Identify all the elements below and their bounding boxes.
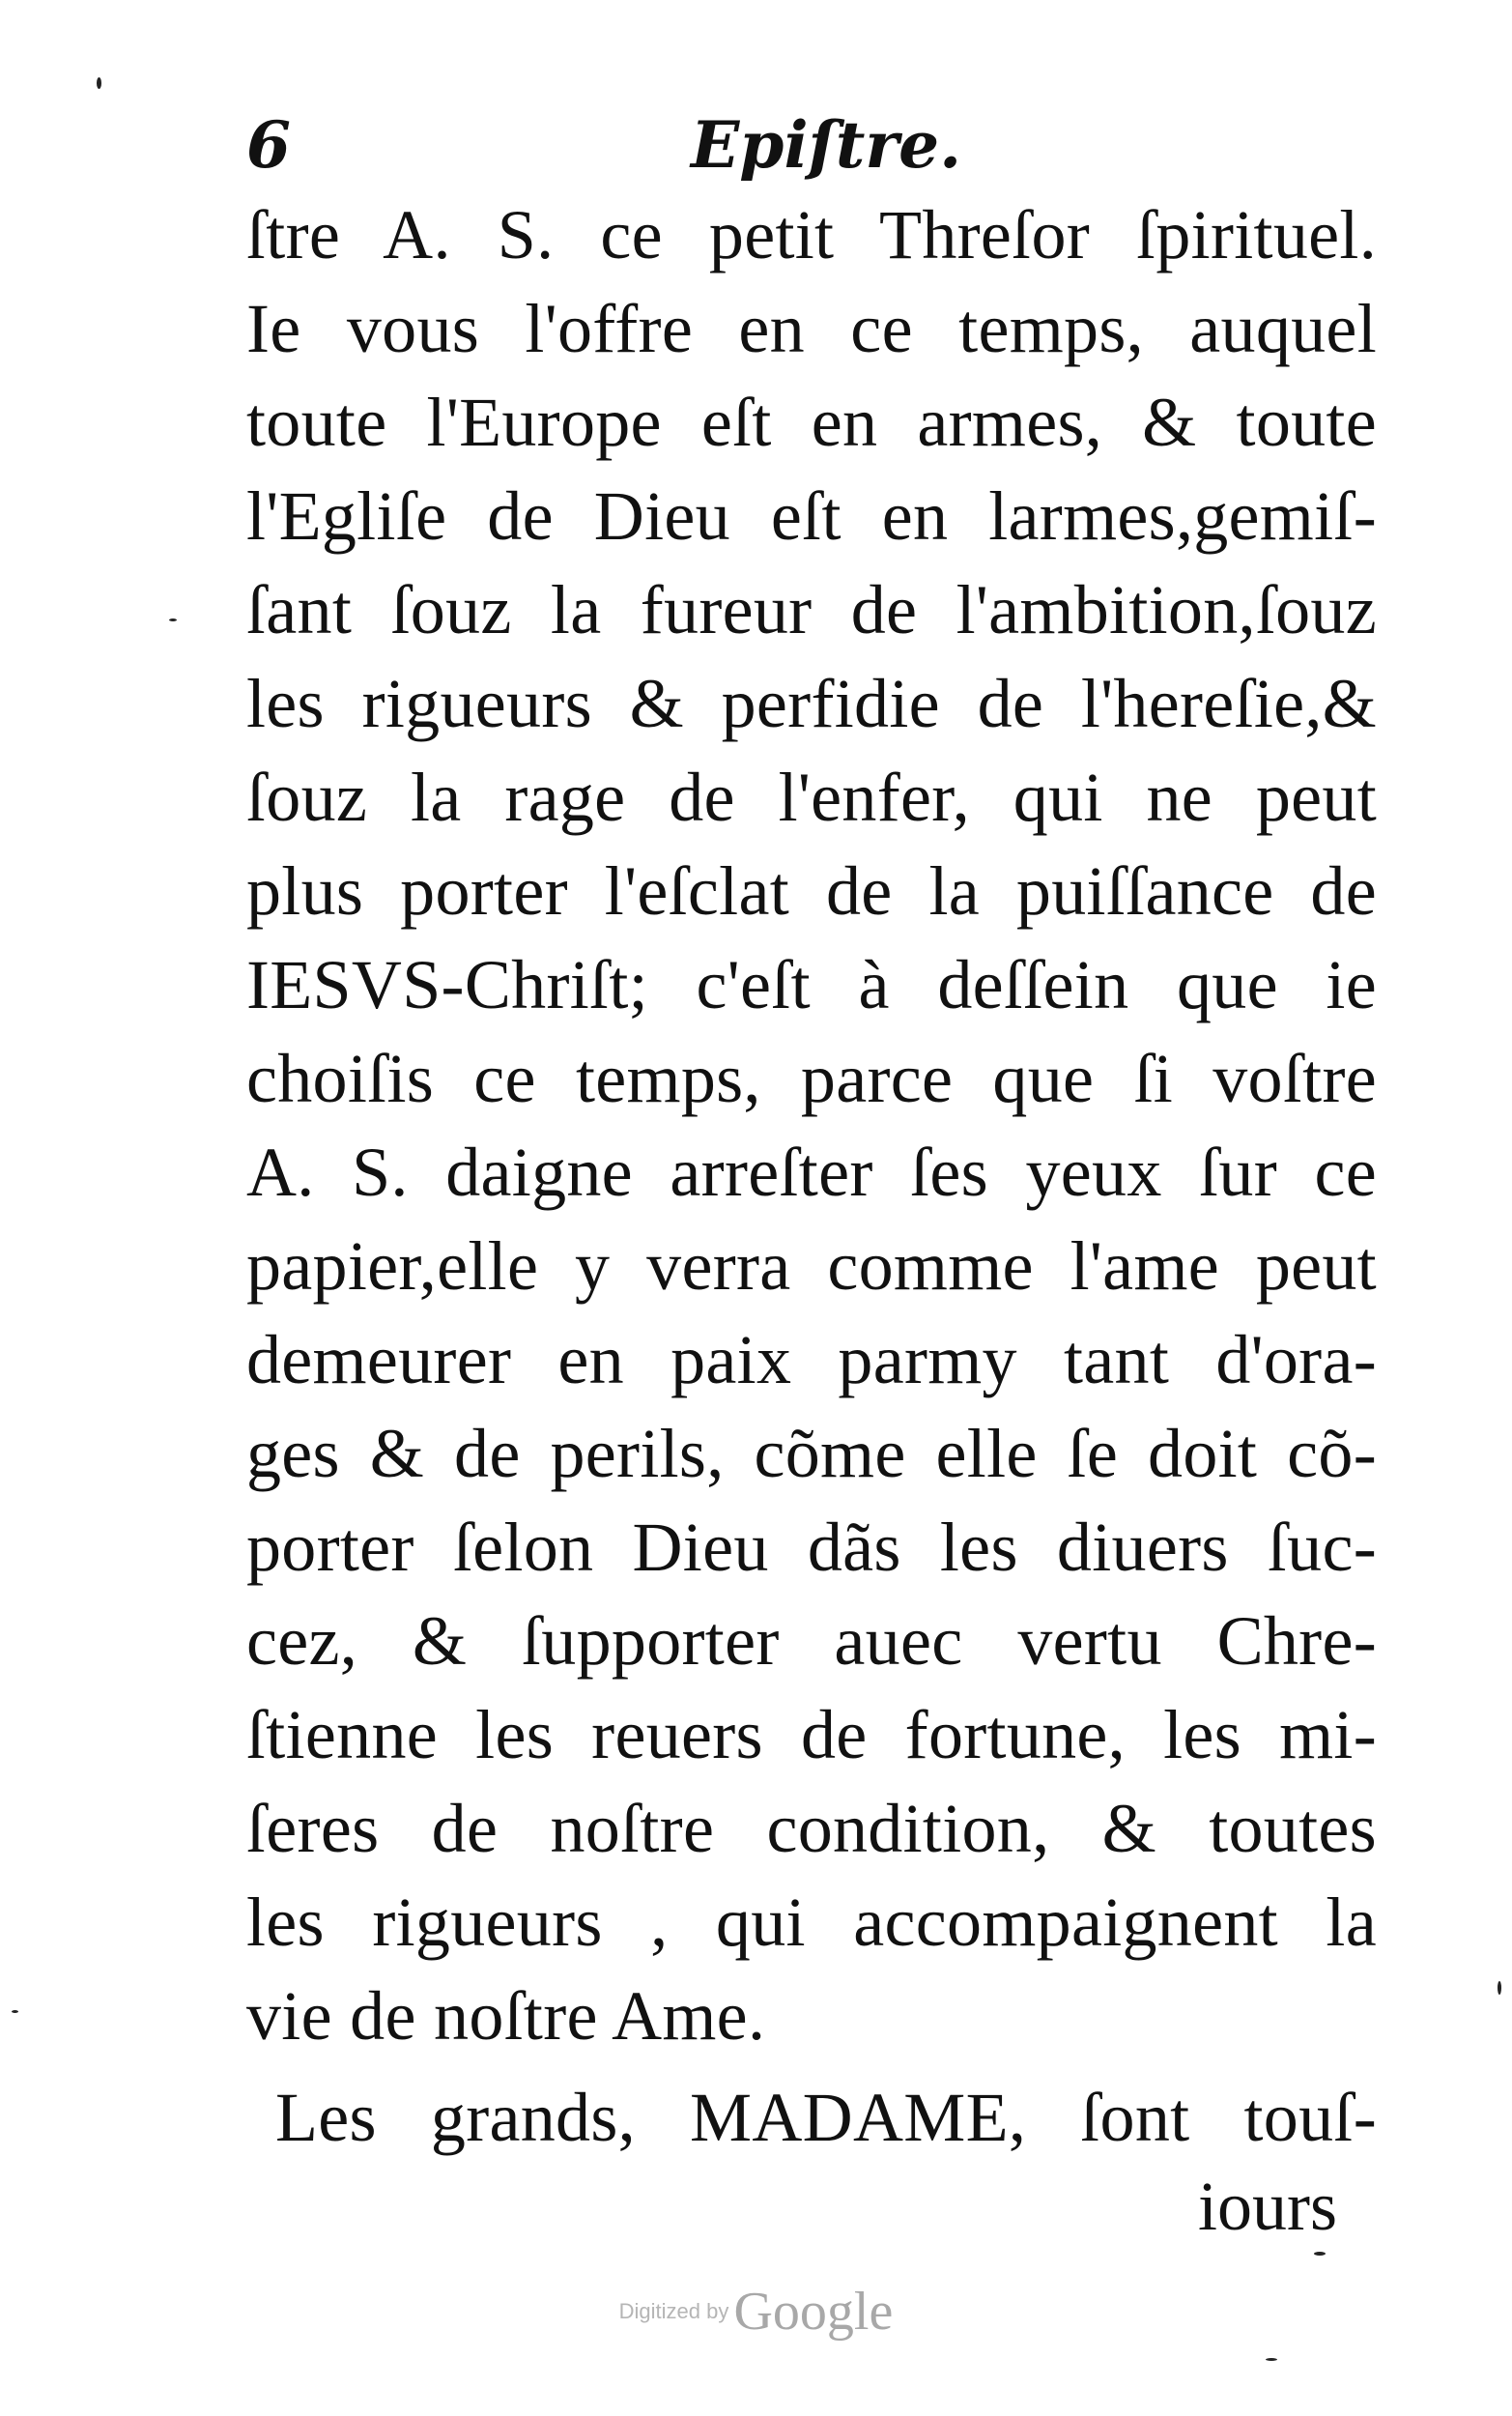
- scan-speck: [1266, 2358, 1277, 2361]
- text-line: A. S. daigne arreſter ſes yeux ſur ce: [246, 1134, 1377, 1211]
- catchword: iours: [1198, 2168, 1337, 2245]
- text-line: ſouz la rage de l'enfer, qui ne peut: [246, 759, 1377, 836]
- text-line: demeurer en paix parmy tant d'ora-: [246, 1321, 1377, 1398]
- text-line: Ie vous l'offre en ce temps, auquel: [246, 290, 1377, 367]
- watermark-prefix: Digitized by: [618, 2299, 729, 2323]
- page-header: [0, 101, 1512, 188]
- text-line: IESVS-Chriſt; c'eſt à deſſein que ie: [246, 946, 1377, 1023]
- text-line: toute l'Europe eſt en armes, & toute: [246, 384, 1377, 461]
- text-line: ſtre A. S. ce petit Threſor ſpirituel.: [246, 196, 1377, 273]
- text-line: porter ſelon Dieu dãs les diuers ſuc-: [246, 1509, 1377, 1586]
- scan-speck: [12, 2010, 18, 2013]
- text-line: les rigueurs , qui accompaignent la: [246, 1884, 1377, 1961]
- text-line: plus porter l'eſclat de la puiſſance de: [246, 852, 1377, 930]
- text-line: les rigueurs & perfidie de l'hereſie,&: [246, 665, 1377, 742]
- running-head: Epiſtre.: [691, 107, 962, 183]
- text-line: ſant ſouz la fureur de l'ambition,ſouz: [246, 571, 1377, 648]
- text-line: ſeres de noſtre condition, & toutes: [246, 1790, 1377, 1867]
- text-line: l'Egliſe de Dieu eſt en larmes,gemiſ-: [246, 477, 1377, 555]
- scan-speck: [1498, 1981, 1501, 1995]
- text-line: ges & de perils, cõme elle ſe doit cõ-: [246, 1415, 1377, 1492]
- text-line: ſtienne les reuers de fortune, les mi-: [246, 1696, 1377, 1773]
- watermark-brand: Google: [733, 2282, 894, 2342]
- paragraph-start-line: Les grands, MADAME, ſont touſ-: [275, 2079, 1377, 2156]
- text-line: cez, & ſupporter auec vertu Chre-: [246, 1602, 1377, 1680]
- scan-speck: [169, 618, 177, 621]
- text-line: choiſis ce temps, parce que ſi voſtre: [246, 1040, 1377, 1117]
- text-line: vie de noſtre Ame.: [246, 1977, 766, 2055]
- scan-speck: [1314, 2252, 1326, 2256]
- digitization-watermark: [0, 2281, 1512, 2343]
- text-line: papier,elle y verra comme l'ame peut: [246, 1227, 1377, 1305]
- body-text: [246, 188, 1377, 2165]
- page-number: 6: [246, 107, 291, 183]
- scan-speck: [97, 77, 101, 89]
